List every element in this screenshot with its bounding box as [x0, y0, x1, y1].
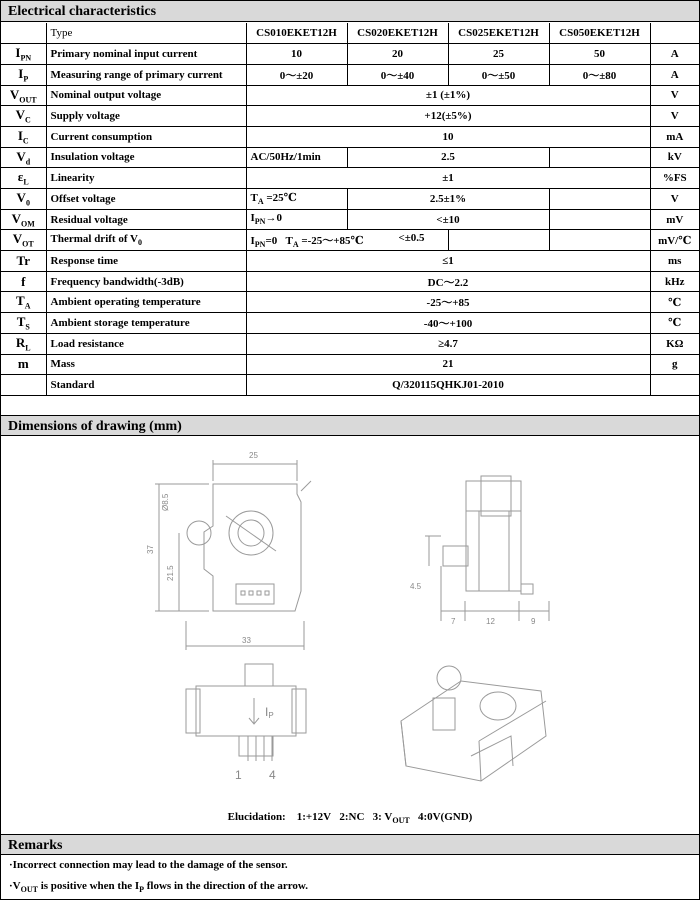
value-cell: +12(±5%)	[246, 106, 650, 127]
model-cs010: CS010EKET12H	[246, 23, 347, 44]
unit: ℃	[650, 313, 699, 334]
symbol: $I_C$	[1, 126, 46, 147]
value-cell: 0～±40	[347, 64, 448, 85]
remark-1: ·Incorrect connection may lead to the damage of the sensor.	[9, 859, 288, 871]
parameter: Nominal output voltage	[46, 85, 246, 106]
unit: mV/℃	[650, 230, 699, 251]
table-row	[1, 64, 699, 85]
parameter: Linearity	[46, 168, 246, 189]
unit: A	[650, 64, 699, 85]
pin-4-label: 4	[269, 768, 276, 782]
dimensions-heading: Dimensions of drawing (mm)	[1, 415, 699, 436]
remarks-heading: Remarks	[1, 834, 699, 855]
isometric-view	[401, 666, 546, 781]
condition: $I_{PN}\to 0$	[246, 209, 347, 230]
value-cell: 21	[246, 354, 650, 375]
unit: kHz	[650, 271, 699, 292]
bottom-view	[186, 664, 306, 761]
condition: $I_{PN}=0$ $T_A$ =-25～+85℃ <±0.5	[246, 230, 448, 251]
value-cell: ≥4.7	[246, 333, 650, 354]
symbol: $V_{OT}$	[1, 230, 46, 251]
table-row	[1, 85, 699, 106]
table-row	[1, 292, 699, 313]
unit: %FS	[650, 168, 699, 189]
unit: mA	[650, 126, 699, 147]
table-header-row	[1, 23, 699, 44]
unit: V	[650, 189, 699, 210]
parameter: Current consumption	[46, 126, 246, 147]
unit: kV	[650, 147, 699, 168]
value-cell: 10	[246, 126, 650, 147]
symbol: m	[1, 354, 46, 375]
value-cell: Q/320115QHKJ01-2010	[246, 375, 650, 396]
parameter: Mass	[46, 354, 246, 375]
unit: KΩ	[650, 333, 699, 354]
side-view	[425, 476, 549, 621]
table-row	[1, 147, 699, 168]
model-cs025: CS025EKET12H	[448, 23, 549, 44]
value-cell: 2.5±1%	[347, 189, 549, 210]
parameter: Standard	[46, 375, 246, 396]
model-cs050: CS050EKET12H	[549, 23, 650, 44]
symbol: $V_{OUT}$	[1, 85, 46, 106]
symbol: $\varepsilon_L$	[1, 168, 46, 189]
dim-label: 7	[451, 617, 456, 626]
value-cell: ±1	[246, 168, 650, 189]
symbol: $I_{PN}$	[1, 44, 46, 65]
sensor-drawing-svg	[1, 436, 699, 811]
table-row	[1, 209, 699, 230]
front-view	[155, 460, 311, 650]
table-row	[1, 126, 699, 147]
pin-elucidation: Elucidation: 1:+12V 2:NC 3: $V_{OUT}$ 4:0V(GND)	[227, 811, 473, 826]
unit: g	[650, 354, 699, 375]
electrical-characteristics-heading: Electrical characteristics	[1, 1, 699, 22]
parameter: Response time	[46, 251, 246, 272]
value-cell: 0～±80	[549, 64, 650, 85]
type-label: Type	[46, 23, 246, 44]
dim-label: 21.5	[166, 565, 175, 581]
table-row	[1, 375, 699, 396]
symbol: f	[1, 271, 46, 292]
parameter: Ambient operating temperature	[46, 292, 246, 313]
value-cell: ±1 (±1%)	[246, 85, 650, 106]
unit: mV	[650, 209, 699, 230]
value-cell: 25	[448, 44, 549, 65]
pin-1-label: 1	[235, 768, 242, 782]
symbol: Tr	[1, 251, 46, 272]
parameter: Supply voltage	[46, 106, 246, 127]
parameter: Insulation voltage	[46, 147, 246, 168]
electrical-spec-table	[1, 23, 699, 396]
unit: ℃	[650, 292, 699, 313]
symbol: $V_C$	[1, 106, 46, 127]
value-cell: 0～±20	[246, 64, 347, 85]
condition: AC/50Hz/1min	[246, 147, 347, 168]
table-row	[1, 189, 699, 210]
value-cell: 0～±50	[448, 64, 549, 85]
unit: V	[650, 106, 699, 127]
dim-label: 33	[242, 636, 251, 645]
dim-label: Ø8.5	[161, 493, 170, 511]
parameter: Thermal drift of $V_0$	[46, 230, 246, 251]
parameter: Primary nominal input current	[46, 44, 246, 65]
table-row	[1, 333, 699, 354]
table-row	[1, 106, 699, 127]
value-cell: <±10	[347, 209, 549, 230]
value-cell: ≤1	[246, 251, 650, 272]
parameter: Frequency bandwidth(-3dB)	[46, 271, 246, 292]
value-cell: 20	[347, 44, 448, 65]
dim-label: 4.5	[410, 582, 422, 591]
condition: $T_A$ =25℃	[246, 189, 347, 210]
symbol: $T_S$	[1, 313, 46, 334]
symbol: $I_P$	[1, 64, 46, 85]
unit: A	[650, 44, 699, 65]
dimension-drawing	[1, 436, 699, 831]
table-row	[1, 354, 699, 375]
model-cs020: CS020EKET12H	[347, 23, 448, 44]
table-row	[1, 251, 699, 272]
table-row	[1, 271, 699, 292]
symbol: $V_0$	[1, 189, 46, 210]
value-cell: 10	[246, 44, 347, 65]
dim-label: 25	[249, 451, 258, 460]
remark-2: $\cdot V_{OUT}$ is positive when the $I_P$ flows in the direction of the arrow.	[9, 880, 308, 895]
parameter: Residual voltage	[46, 209, 246, 230]
table-row	[1, 44, 699, 65]
symbol: $V_{OM}$	[1, 209, 46, 230]
symbol: $V_d$	[1, 147, 46, 168]
dim-label: 12	[486, 617, 495, 626]
ip-arrow-label: IP	[265, 705, 274, 720]
unit: ms	[650, 251, 699, 272]
dim-label: 9	[531, 617, 536, 626]
value-cell: -25～+85	[246, 292, 650, 313]
unit: V	[650, 85, 699, 106]
symbol: $R_L$	[1, 333, 46, 354]
value-cell: DC～2.2	[246, 271, 650, 292]
parameter: Load resistance	[46, 333, 246, 354]
symbol: $T_A$	[1, 292, 46, 313]
value-cell: 2.5	[347, 147, 549, 168]
value-cell: -40～+100	[246, 313, 650, 334]
table-row	[1, 230, 699, 251]
table-row	[1, 168, 699, 189]
parameter: Offset voltage	[46, 189, 246, 210]
table-row	[1, 313, 699, 334]
dim-label: 37	[146, 545, 155, 554]
parameter: Measuring range of primary current	[46, 64, 246, 85]
value-cell: 50	[549, 44, 650, 65]
parameter: Ambient storage temperature	[46, 313, 246, 334]
value-cell: <±0.5	[398, 231, 425, 244]
